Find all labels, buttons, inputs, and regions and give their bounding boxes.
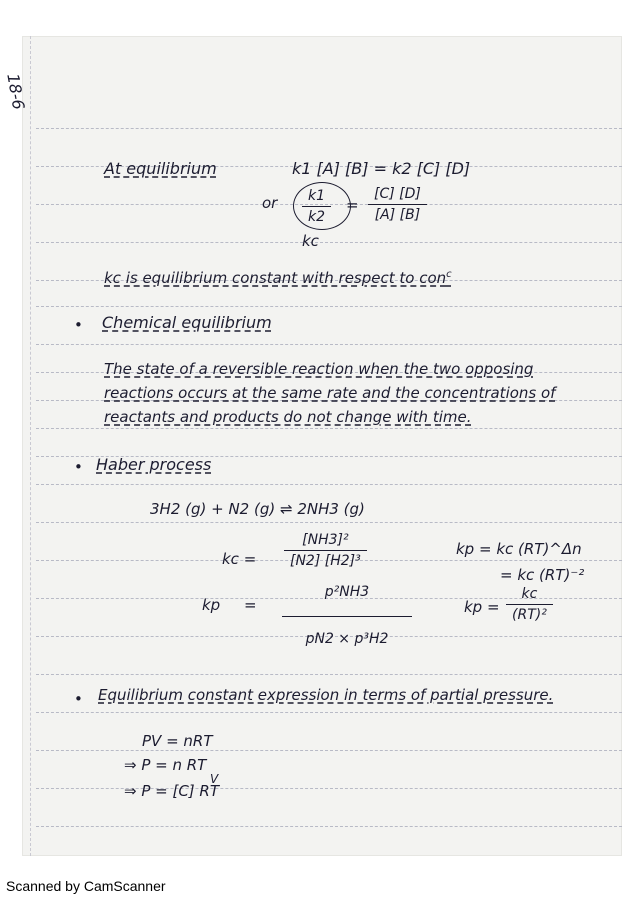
ruled-line [36,242,622,243]
kc-label: kc [302,232,319,250]
corner-mark: 18-6 [3,72,29,112]
conc-ratio-den: [A] [B] [374,207,421,223]
partial-pressure-heading: Equilibrium constant expression in terms of partial pressure. [98,686,554,704]
ruled-line [36,344,622,345]
definition-line-2: reactions occurs at the same rate and the concentrations of [104,384,556,402]
kp-rhs-num: kc [521,586,538,602]
kp-relation-1: kp = kc (RT)^Δn [456,540,582,558]
chemical-equilibrium-heading: Chemical equilibrium [102,313,272,332]
k-ratio-num: k1 [308,188,326,204]
volume-denominator: V [210,772,219,786]
kp-expression [282,584,412,647]
ruled-line [36,428,622,429]
pressure-eq: ⇒ P = n RT [124,756,207,774]
definition-line-3: reactants and products do not change with time. [104,408,472,426]
kc-lhs: kc = [222,550,257,568]
kp-relation-2: = kc (RT)⁻² [500,566,585,584]
ruled-line [36,826,622,827]
bullet-dot: • [74,690,83,708]
kc-definition [104,266,452,287]
ruled-line [36,750,622,751]
kp-num: p²NH3 [324,584,370,600]
equals-sign: = [346,196,359,214]
bullet-dot: • [74,458,83,476]
ideal-gas-eq: PV = nRT [142,732,213,750]
conc-ratio-num: [C] [D] [374,186,421,202]
at-equilibrium-label: At equilibrium [104,159,217,178]
k-ratio [302,188,331,225]
kc-expression [284,532,367,569]
bullet-dot: • [74,316,83,334]
k-ratio-den: k2 [308,209,326,225]
ruled-line [36,712,622,713]
kp-lhs-text: kp [202,596,221,614]
superscript-c: c [446,269,452,280]
concentration-eq: ⇒ P = [C] RT [124,782,220,800]
or-label: or [262,194,278,212]
ruled-line [36,674,622,675]
ruled-line [36,522,622,523]
margin-line [30,36,31,856]
kc-num: [NH3]² [302,532,349,548]
kp-lhs: kp = [202,596,257,614]
definition-line-1: The state of a reversible reaction when the two opposing [104,360,534,378]
rate-equation: k1 [A] [B] = k2 [C] [D] [292,159,471,178]
kp-den: pN2 × p³H2 [305,631,389,647]
kc-definition-text: kc is equilibrium constant with respect to con [104,269,447,287]
kp-rhs-fraction [506,586,553,623]
ruled-line [36,484,622,485]
haber-reaction: 3H2 (g) + N2 (g) ⇌ 2NH3 (g) [150,500,365,518]
scanner-footer: Scanned by CamScanner [6,878,166,894]
haber-heading: Haber process [96,455,212,474]
conc-ratio [368,186,427,223]
ruled-line [36,306,622,307]
kc-den: [N2] [H2]³ [290,553,361,569]
kp-rhs: kp = [464,598,500,616]
kp-rhs-den: (RT)² [512,607,547,623]
ruled-line [36,128,622,129]
kc-lhs-text: kc [222,550,239,568]
